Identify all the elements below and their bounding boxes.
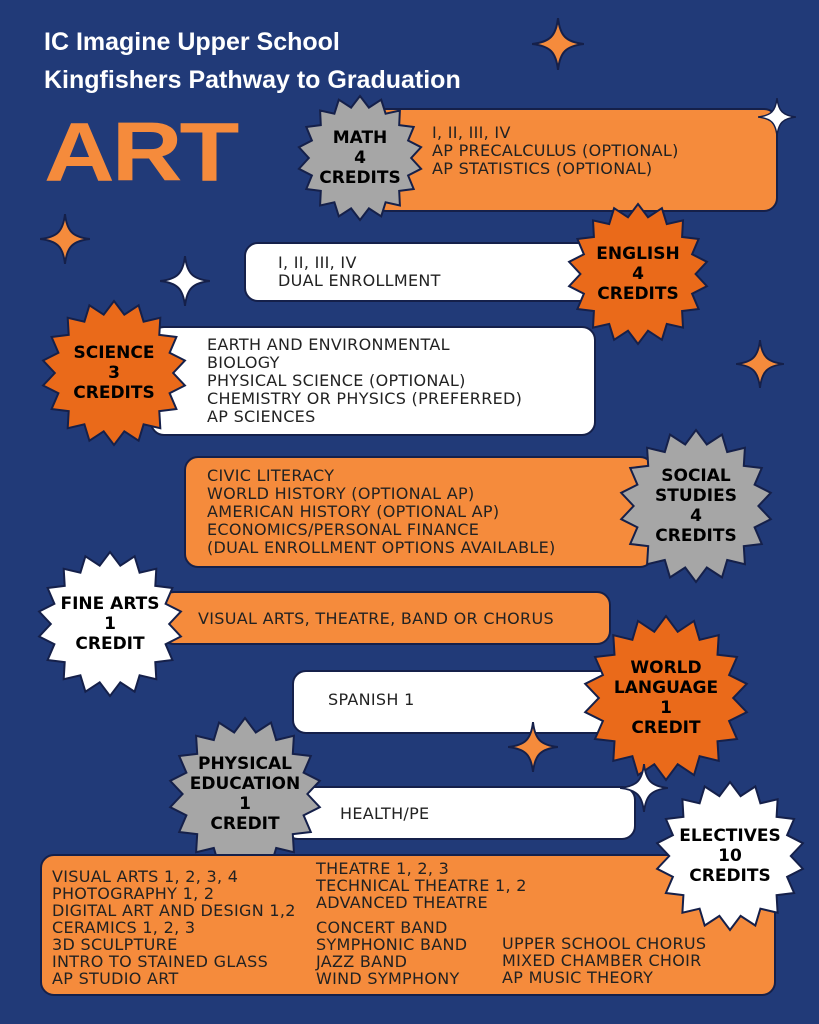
badge-line: CREDITS bbox=[597, 284, 679, 304]
white-sparkle-icon bbox=[620, 764, 668, 812]
course-item: CONCERT BAND bbox=[316, 918, 448, 937]
fine-arts-credits-badge bbox=[36, 550, 184, 698]
badge-line: MATH bbox=[332, 128, 388, 148]
badge-line: LANGUAGE bbox=[613, 678, 719, 698]
english-courses bbox=[278, 254, 441, 290]
badge-line: 4 bbox=[690, 506, 702, 526]
electives-visual-arts-list bbox=[52, 868, 296, 987]
fine-arts-courses-box bbox=[160, 591, 611, 645]
physical-education-credits-badge bbox=[167, 716, 323, 872]
badge-line: CREDITS bbox=[689, 866, 771, 886]
course-item: AP MUSIC THEORY bbox=[502, 968, 654, 987]
world-language-courses bbox=[328, 691, 415, 709]
badge-line: STUDIES bbox=[655, 486, 737, 506]
course-item: DUAL ENROLLMENT bbox=[278, 271, 441, 290]
physical-education-credits-label bbox=[167, 716, 323, 872]
course-item: JAZZ BAND bbox=[316, 952, 408, 971]
course-item: ADVANCED THEATRE bbox=[316, 893, 488, 912]
science-courses-box bbox=[150, 326, 596, 436]
electives-chorus-list bbox=[502, 935, 706, 986]
orange-sparkle-icon bbox=[508, 722, 558, 772]
course-item: ECONOMICS/PERSONAL FINANCE bbox=[207, 520, 480, 539]
badge-line: PHYSICAL bbox=[197, 754, 293, 774]
science-credits-badge bbox=[40, 299, 188, 447]
social-studies-credits-badge bbox=[618, 428, 774, 584]
science-courses bbox=[207, 336, 522, 426]
world-language-courses-box bbox=[292, 670, 622, 734]
badge-line: 10 bbox=[718, 846, 742, 866]
orange-sparkle-icon bbox=[40, 214, 90, 264]
social-studies-courses-box bbox=[184, 456, 654, 568]
badge-line: CREDITS bbox=[319, 168, 401, 188]
english-courses-box bbox=[244, 242, 614, 302]
badge-line: 1 bbox=[239, 794, 251, 814]
course-item: AMERICAN HISTORY (OPTIONAL AP) bbox=[207, 502, 500, 521]
fine-arts-courses bbox=[198, 610, 554, 628]
badge-line: CREDITS bbox=[73, 383, 155, 403]
badge-line: SCIENCE bbox=[73, 343, 155, 363]
math-credits-badge bbox=[296, 94, 424, 222]
orange-sparkle-icon bbox=[532, 18, 584, 70]
course-item: CIVIC LITERACY bbox=[207, 466, 335, 485]
electives-credits-badge bbox=[654, 780, 806, 932]
course-item: PHYSICAL SCIENCE (OPTIONAL) bbox=[207, 371, 466, 390]
course-item: HEALTH/PE bbox=[340, 804, 430, 823]
course-item: VISUAL ARTS, THEATRE, BAND OR CHORUS bbox=[198, 609, 554, 628]
course-item: AP PRECALCULUS (OPTIONAL) bbox=[432, 141, 679, 160]
orange-sparkle-icon bbox=[736, 340, 784, 388]
course-item: VISUAL ARTS 1, 2, 3, 4 bbox=[52, 867, 239, 886]
electives-band-list bbox=[316, 919, 467, 987]
course-item: AP STATISTICS (OPTIONAL) bbox=[432, 159, 653, 178]
poster-title-line2: Kingfishers Pathway to Graduation bbox=[44, 66, 461, 94]
poster-title-line1: IC Imagine Upper School bbox=[44, 28, 340, 56]
course-item: DIGITAL ART AND DESIGN 1,2 bbox=[52, 901, 296, 920]
badge-line: ENGLISH bbox=[596, 244, 680, 264]
course-item: UPPER SCHOOL CHORUS bbox=[502, 934, 707, 953]
course-item: PHOTOGRAPHY 1, 2 bbox=[52, 884, 215, 903]
course-item: INTRO TO STAINED GLASS bbox=[52, 952, 269, 971]
course-item: SYMPHONIC BAND bbox=[316, 935, 468, 954]
fine-arts-credits-label bbox=[36, 550, 184, 698]
course-item: I, II, III, IV bbox=[278, 253, 357, 272]
pathway-heading: ART bbox=[44, 104, 237, 199]
math-credits-label bbox=[296, 94, 424, 222]
course-item: CHEMISTRY OR PHYSICS (PREFERRED) bbox=[207, 389, 523, 408]
course-item: AP SCIENCES bbox=[207, 407, 316, 426]
course-item: SPANISH 1 bbox=[328, 690, 415, 709]
social-studies-credits-label bbox=[618, 428, 774, 584]
badge-line: WORLD bbox=[630, 658, 702, 678]
badge-line: 1 bbox=[104, 614, 116, 634]
course-item: (DUAL ENROLLMENT OPTIONS AVAILABLE) bbox=[207, 538, 556, 557]
english-credits-badge bbox=[566, 202, 710, 346]
electives-credits-label bbox=[654, 780, 806, 932]
course-item: BIOLOGY bbox=[207, 353, 280, 372]
badge-line: 4 bbox=[354, 148, 366, 168]
badge-line: FINE ARTS bbox=[60, 594, 160, 614]
physical-education-courses bbox=[340, 805, 429, 823]
badge-line: SOCIAL bbox=[661, 466, 731, 486]
badge-line: CREDIT bbox=[210, 814, 280, 834]
badge-line: CREDITS bbox=[655, 526, 737, 546]
world-language-credits-label bbox=[582, 614, 750, 782]
physical-education-courses-box bbox=[284, 786, 636, 840]
course-item: WORLD HISTORY (OPTIONAL AP) bbox=[207, 484, 475, 503]
course-item: 3D SCULPTURE bbox=[52, 935, 178, 954]
badge-line: EDUCATION bbox=[189, 774, 301, 794]
social-studies-courses bbox=[207, 467, 556, 557]
world-language-credits-badge bbox=[582, 614, 750, 782]
english-credits-label bbox=[566, 202, 710, 346]
course-item: THEATRE 1, 2, 3 bbox=[316, 859, 450, 878]
course-item: CERAMICS 1, 2, 3 bbox=[52, 918, 196, 937]
electives-theatre-list bbox=[316, 860, 527, 911]
science-credits-label bbox=[40, 299, 188, 447]
math-courses-box bbox=[372, 108, 778, 212]
badge-line: 3 bbox=[108, 363, 120, 383]
course-item: WIND SYMPHONY bbox=[316, 969, 460, 988]
white-sparkle-icon bbox=[758, 98, 796, 136]
course-item: AP STUDIO ART bbox=[52, 969, 179, 988]
course-item: EARTH AND ENVIRONMENTAL bbox=[207, 335, 450, 354]
badge-line: ELECTIVES bbox=[679, 826, 781, 846]
badge-line: 1 bbox=[660, 698, 672, 718]
badge-line: 4 bbox=[632, 264, 644, 284]
badge-line: CREDIT bbox=[631, 718, 701, 738]
white-sparkle-icon bbox=[160, 256, 210, 306]
course-item: I, II, III, IV bbox=[432, 123, 511, 142]
math-courses bbox=[432, 124, 679, 178]
course-item: TECHNICAL THEATRE 1, 2 bbox=[316, 876, 527, 895]
badge-line: CREDIT bbox=[75, 634, 145, 654]
course-item: MIXED CHAMBER CHOIR bbox=[502, 951, 702, 970]
